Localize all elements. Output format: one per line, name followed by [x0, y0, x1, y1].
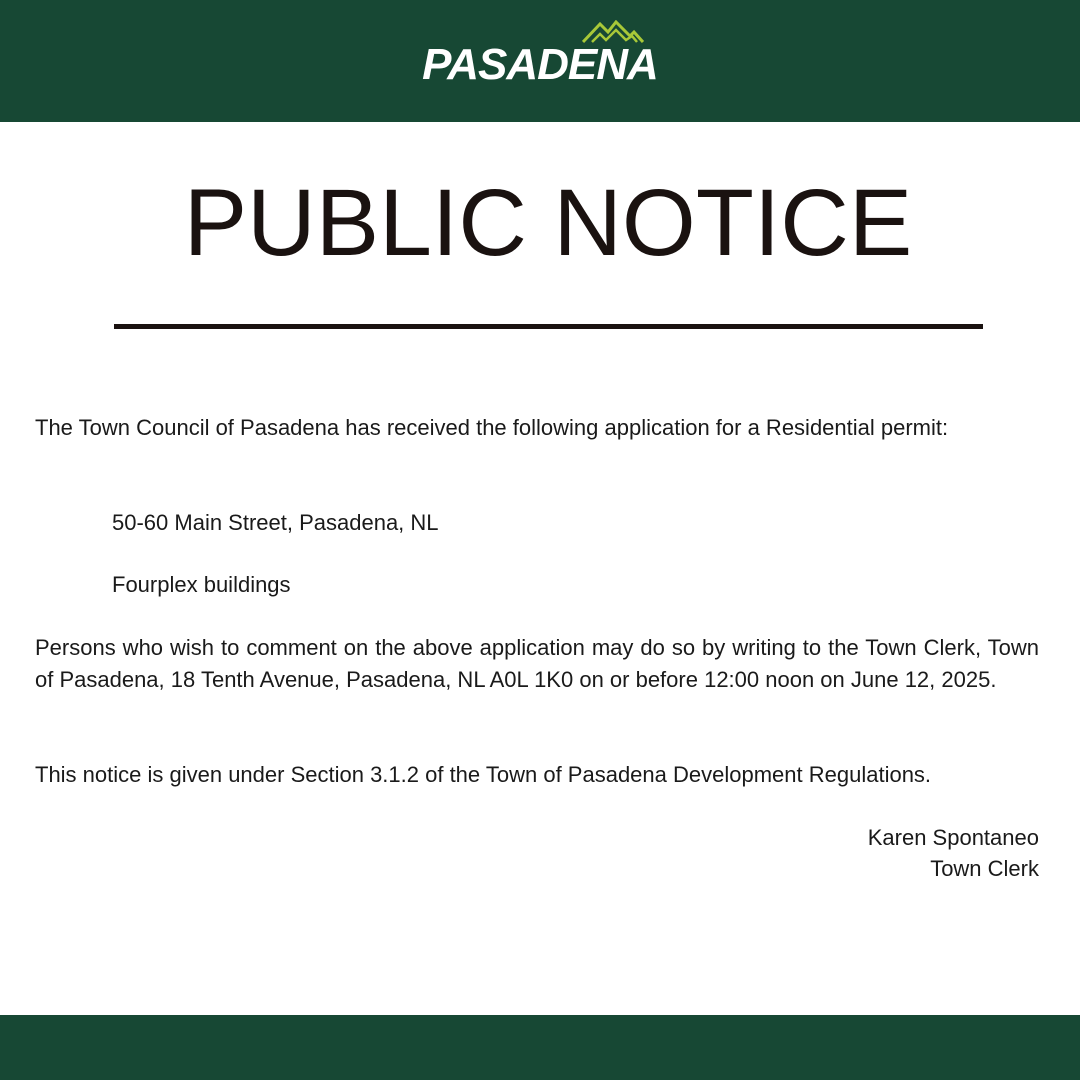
signatory-title: Town Clerk [930, 856, 1039, 881]
comment-paragraph: Persons who wish to comment on the above application may do so by writing to the Town Clerk, Town of Pasadena, 18 Tenth Avenue, Pasadena, NL A0L 1K0 on or before 12:00 noon on June 12, 2025. [35, 635, 1039, 692]
application-address: 50-60 Main Street, Pasadena, NL [112, 510, 439, 535]
application-description: Fourplex buildings [112, 572, 291, 597]
footer-band [0, 1015, 1080, 1080]
header-band [0, 0, 1080, 122]
intro-paragraph: The Town Council of Pasadena has received the following application for a Residential permit: [35, 415, 949, 440]
regulation-paragraph: This notice is given under Section 3.1.2 of the Town of Pasadena Development Regulations. [35, 762, 932, 787]
signatory-name: Karen Spontaneo [867, 825, 1039, 850]
pasadena-logo [0, 18, 1080, 88]
title-divider [114, 324, 983, 329]
logo-wordmark: PASADENA [422, 40, 658, 89]
notice-title: PUBLIC NOTICE [183, 170, 913, 276]
